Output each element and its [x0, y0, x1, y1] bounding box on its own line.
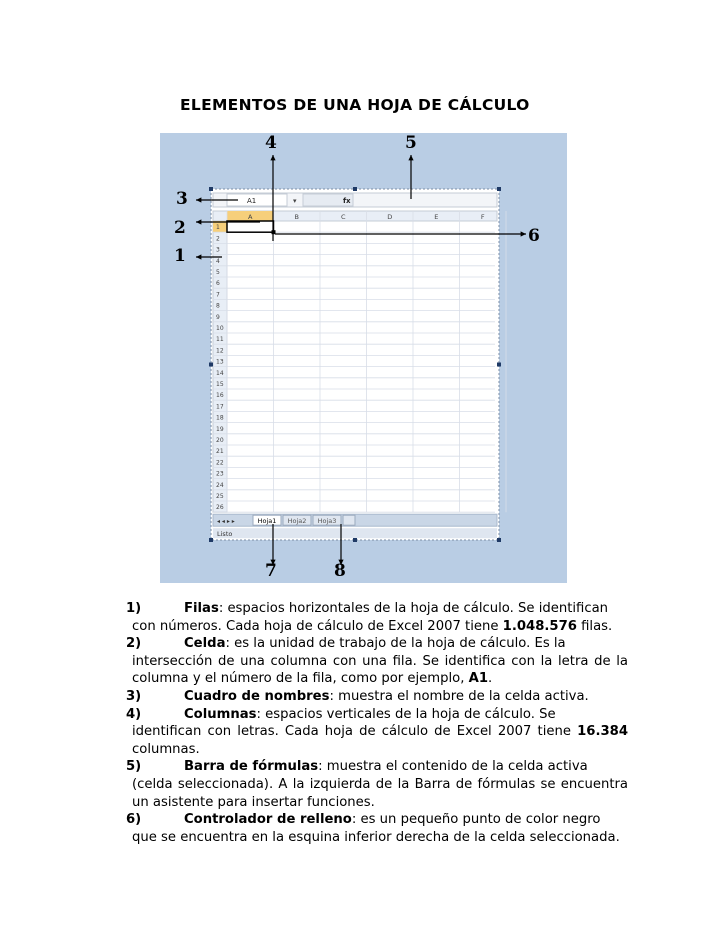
row-header-label: 22 [216, 459, 224, 467]
item-number: 2) [126, 636, 142, 652]
item-text: un asistente para insertar funciones. [132, 794, 375, 810]
item-term: Barra de fórmulas [184, 759, 319, 775]
item-first-line [126, 706, 628, 724]
item-number: 4) [126, 706, 142, 722]
item-first-line [126, 811, 628, 829]
resize-handle [209, 187, 213, 191]
resize-handle [209, 363, 213, 367]
row-header-label: 23 [216, 470, 224, 478]
page-title: ELEMENTOS DE UNA HOJA DE CÁLCULO [180, 96, 530, 114]
resize-handle [353, 538, 357, 542]
item-text: que se encuentra en la esquina inferior derecha de la celda seleccionada. [132, 829, 620, 845]
callout-7: 7 [265, 561, 277, 581]
item-first-line [126, 758, 628, 776]
item-text: filas. [576, 618, 613, 634]
item-text: . [488, 671, 493, 687]
definition-item [126, 635, 628, 688]
item-description: : muestra el nombre de la celda activa. [329, 688, 589, 704]
row-header-label: 1 [216, 224, 220, 232]
resize-handle [497, 538, 501, 542]
callout-5: 5 [405, 133, 417, 153]
item-continuation [126, 829, 628, 847]
column-header-label: A [248, 213, 253, 221]
new-sheet-icon [343, 515, 355, 525]
sheet-tab-label: Hoja2 [287, 517, 307, 526]
row-header-label: 7 [216, 291, 220, 299]
arrow-name-box-head [196, 197, 201, 202]
sheet-tab-label: Hoja1 [257, 517, 277, 526]
row-header-label: 16 [216, 392, 224, 400]
row-header-label: 8 [216, 302, 220, 310]
item-text: con números. Cada hoja de cálculo de Excel 2007 tiene [132, 618, 503, 634]
row-header-label: 14 [216, 369, 224, 377]
status-text: Listo [217, 530, 233, 539]
row-header-label: 26 [216, 504, 224, 512]
item-number: 5) [126, 759, 142, 775]
callout-1: 1 [174, 246, 186, 266]
item-first-line [126, 600, 628, 618]
item-text: intersección de una columna con una fila. Se identifica con la letra de la [132, 653, 628, 669]
callout-8: 8 [334, 561, 346, 581]
item-first-line [126, 635, 628, 653]
arrow-cell-head [196, 219, 201, 224]
row-header-label: 15 [216, 381, 224, 388]
chevron-down-icon: ▾ [293, 197, 297, 205]
definition-item [126, 758, 628, 811]
item-bold-value: 1.048.576 [502, 618, 577, 634]
item-continuation [126, 776, 628, 811]
definition-item [126, 688, 628, 706]
resize-handle [497, 363, 501, 367]
column-header-label: E [434, 213, 439, 221]
item-description: : espacios horizontales de la hoja de cálculo. Se identifican [218, 601, 609, 616]
row-header-label: 6 [216, 280, 220, 288]
definitions-list [126, 600, 628, 846]
item-text: (celda seleccionada). A la izquierda de la Barra de fórmulas se encuentra [132, 776, 628, 792]
resize-handle [353, 187, 357, 191]
fx-icon: fx [343, 197, 351, 205]
item-number: 6) [126, 812, 142, 828]
item-continuation [126, 653, 628, 688]
item-term: Celda [184, 636, 226, 652]
resize-handle [209, 538, 213, 542]
row-header-label: 17 [216, 403, 224, 411]
column-header-label: D [387, 213, 393, 221]
row-header-label: 3 [216, 246, 220, 254]
column-header-label: F [480, 213, 485, 221]
item-text: columna y el número de la fila, como por ejemplo, [132, 671, 469, 687]
callout-2: 2 [174, 218, 186, 238]
arrow-formula-bar-head [408, 155, 413, 160]
column-header-label: B [294, 213, 299, 221]
item-term: Controlador de relleno [184, 812, 352, 828]
name-box-value: A1 [247, 197, 257, 205]
column-header-label: C [340, 213, 346, 221]
item-term: Filas [184, 601, 219, 616]
row-header-label: 13 [216, 358, 224, 366]
item-continuation [126, 723, 628, 758]
definition-item [126, 600, 628, 635]
item-text: columnas. [132, 741, 200, 757]
row-header-label: 2 [216, 235, 220, 243]
row-header-label: 4 [216, 257, 220, 265]
spreadsheet-illustration [160, 133, 567, 583]
row-header-label: 10 [216, 325, 224, 332]
sheet-tab-label: Hoja3 [317, 517, 337, 526]
row-header-label: 9 [216, 313, 220, 321]
arrow-columns-head [270, 155, 275, 160]
item-continuation [126, 618, 628, 636]
item-number: 1) [126, 601, 142, 616]
item-number: 3) [126, 688, 142, 704]
row-header-label: 18 [216, 414, 224, 422]
row-header-label: 25 [216, 493, 224, 500]
definition-item [126, 706, 628, 759]
item-term: Cuadro de nombres [184, 688, 330, 704]
item-bold-value: A1 [468, 671, 488, 687]
row-header-label: 11 [216, 336, 224, 344]
item-description: : muestra el contenido de la celda activa [318, 759, 588, 775]
item-description: : es un pequeño punto de color negro [351, 812, 601, 828]
item-term: Columnas [184, 706, 257, 722]
row-header-label: 24 [216, 481, 224, 489]
row-header-label: 12 [216, 347, 224, 355]
item-text: identifican con letras. Cada hoja de cálculo de Excel 2007 tiene [132, 724, 578, 740]
row-header-label: 20 [216, 437, 224, 444]
item-first-line [126, 688, 628, 706]
row-header-label: 19 [216, 425, 224, 433]
row-header-label: 21 [216, 448, 224, 456]
resize-handle [497, 187, 501, 191]
arrow-fill-handle-head [521, 231, 526, 236]
spreadsheet-figure [160, 133, 567, 583]
item-bold-value: 16.384 [577, 724, 628, 740]
row-header-label: 5 [216, 269, 220, 276]
arrow-rows-head [196, 254, 201, 259]
spreadsheet-window [211, 189, 499, 540]
callout-4: 4 [265, 133, 277, 153]
status-bar [213, 528, 497, 538]
callout-6: 6 [528, 226, 540, 246]
item-description: : espacios verticales de la hoja de cálculo. Se [256, 706, 556, 722]
definition-item [126, 811, 628, 846]
callout-3: 3 [176, 189, 188, 209]
sheet-nav-icon: ◂ ◂ ▸ ▸ [217, 518, 235, 526]
item-description: : es la unidad de trabajo de la hoja de cálculo. Es la [225, 636, 566, 652]
